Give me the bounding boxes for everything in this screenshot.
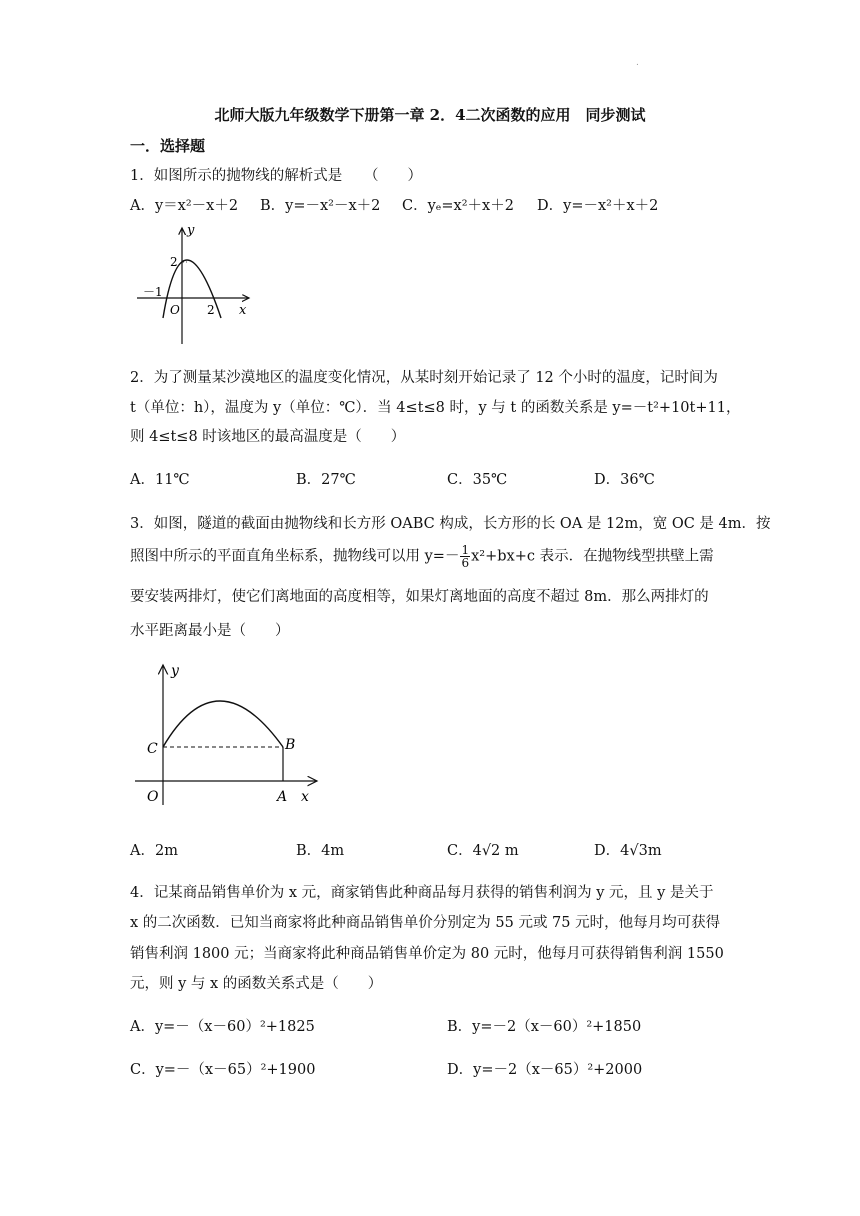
q1-option-c: C．yₑ=x²＋x＋2 (402, 198, 514, 214)
q3-x-label: x (301, 789, 309, 805)
q3-line-4: 水平距离最小是（ ） (130, 623, 290, 639)
q3-option-c: C．4√2 m (447, 843, 519, 859)
q1-option-d: D．y=－x²＋x＋2 (537, 198, 659, 214)
q1-tick-neg: －1 (143, 285, 163, 299)
q4-option-c: C．y=－（x－65）²+1900 (130, 1062, 316, 1078)
q2-option-c: C．35℃ (447, 472, 508, 488)
q1-x-label: x (239, 303, 247, 318)
q4-option-b: B．y=－2（x－60）²+1850 (447, 1019, 642, 1035)
q3-label-c: C (147, 741, 158, 757)
q1-tick-x: 2 (207, 303, 215, 317)
q3-fraction (460, 544, 470, 569)
q4-line-2: x 的二次函数．已知当商家将此种商品销售单价分别定为 55 元或 75 元时，他每月均可获得 (130, 915, 721, 931)
q1-option-a: A．y＝x²－x＋2 (130, 198, 239, 214)
q4-option-a: A．y=－（x－60）²+1825 (130, 1019, 315, 1035)
q3-option-a: A．2m (130, 843, 178, 859)
q3-option-d: D．4√3m (594, 843, 662, 859)
q2-option-d: D．36℃ (594, 472, 655, 488)
q3-label-o: O (147, 789, 159, 805)
q3-tunnel-figure (135, 655, 335, 810)
q4-line-1: 4．记某商品销售单价为 x 元，商家销售此种商品每月获得的销售利润为 y 元，且 y 是关于 (130, 885, 714, 901)
q3-label-b: B (285, 737, 296, 753)
q1-option-b: B．y=－x²－x＋2 (260, 198, 381, 214)
q3-arch-curve (163, 701, 283, 747)
q4-option-d: D．y=－2（x－65）²+2000 (447, 1062, 643, 1078)
q3-frac-den: 6 (461, 556, 470, 570)
q3-line-2 (130, 544, 714, 569)
q3-frac-num: 1 (461, 543, 470, 557)
q2-line-2: t（单位：h），温度为 y（单位：℃）．当 4≤t≤8 时，y 与 t 的函数关系是 y=－t²+10t+11， (130, 400, 741, 416)
q3-label-a: A (277, 789, 288, 805)
q2-line-1: 2．为了测量某沙漠地区的温度变化情况，从某时刻开始记录了 12 个小时的温度，记时间为 (130, 370, 718, 386)
q1-y-label: y (187, 223, 195, 238)
q1-origin-label: O (170, 303, 180, 317)
q1-stem: 1．如图所示的抛物线的解析式是 （ ） (130, 168, 422, 184)
q2-option-b: B．27℃ (296, 472, 356, 488)
q3-line-2-post: x²+bx+c 表示．在抛物线型拱壁上需 (471, 548, 714, 565)
q1-parabola-figure (125, 222, 265, 347)
page-mark: . (636, 58, 639, 68)
q3-line-2-pre: 照图中所示的平面直角坐标系，抛物线可以用 y=－ (130, 548, 460, 565)
q1-tick-y: 2 (170, 255, 178, 269)
page-title: 北师大版九年级数学下册第一章 2．4二次函数的应用 同步测试 (214, 106, 646, 124)
q4-line-3: 销售利润 1800 元；当商家将此种商品销售单价定为 80 元时，他每月可获得销售利润 1550 (130, 946, 724, 962)
q3-y-label: y (171, 663, 179, 679)
q3-option-b: B．4m (296, 843, 345, 859)
q3-line-3: 要安装两排灯，使它们离地面的高度相等，如果灯离地面的高度不超过 8m．那么两排灯的 (130, 589, 709, 605)
q2-line-3: 则 4≤t≤8 时该地区的最高温度是（ ） (130, 429, 406, 445)
q2-option-a: A．11℃ (130, 472, 190, 488)
q4-line-4: 元，则 y 与 x 的函数关系式是（ ） (130, 976, 383, 992)
q3-line-1: 3．如图，隧道的截面由抛物线和长方形 OABC 构成，长方形的长 OA 是 12m，宽 OC 是 4m．按 (130, 516, 771, 532)
section-heading: 一．选择题 (130, 137, 206, 155)
